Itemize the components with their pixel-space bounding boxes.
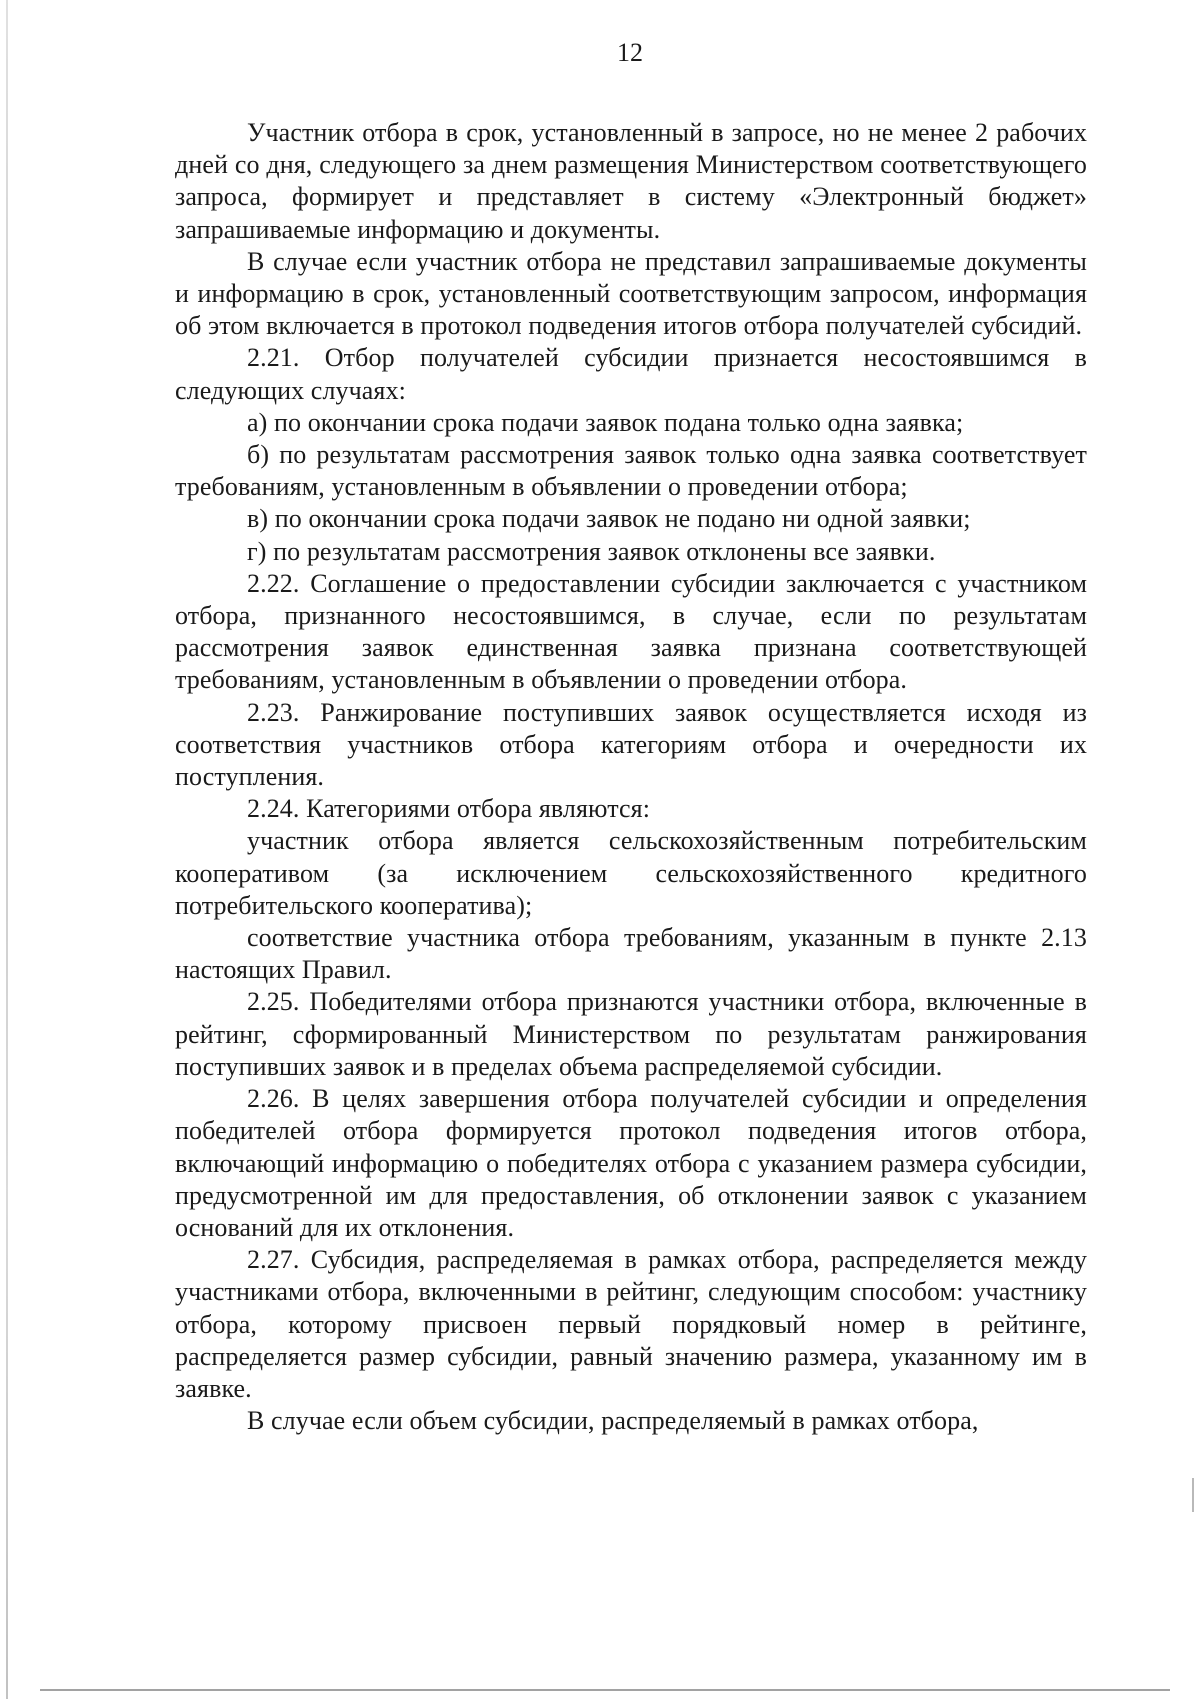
list-item-a: а) по окончании срока подачи заявок подана только одна заявка; bbox=[247, 407, 964, 437]
scan-edge-left bbox=[6, 0, 8, 1699]
page-number: 12 bbox=[617, 38, 643, 67]
paragraph-missing-documents: В случае если участник отбора не представил запрашиваемые документы и информацию в срок, установленный соответствующим запросом, информация об этом включается в протокол подведения итогов отбора получателей субсидий. bbox=[175, 246, 1087, 341]
category-requirements: соответствие участника отбора требованиям, указанным в пункте 2.13 настоящих Правил. bbox=[175, 923, 1087, 985]
paragraph-2-21: 2.21. Отбор получателей субсидии признается несостоявшимся в следующих случаях: bbox=[175, 343, 1087, 405]
paragraph-2-23: 2.23. Ранжирование поступивших заявок осуществляется исходя из соответствия участников отбора категориям отбора и очередности их поступления. bbox=[175, 697, 1087, 792]
paragraph-2-25: 2.25. Победителями отбора признаются участники отбора, включенные в рейтинг, сформированный Министерством по результатам ранжирования поступивших заявок и в пределах объема распределяемой субсидии. bbox=[175, 987, 1087, 1081]
document-body bbox=[175, 117, 1087, 1437]
scan-mark-right bbox=[1192, 1478, 1194, 1512]
list-item-g: г) по результатам рассмотрения заявок отклонены все заявки. bbox=[247, 536, 936, 566]
paragraph-2-27: 2.27. Субсидия, распределяемая в рамках отбора, распределяется между участниками отбора, включенными в рейтинг, следующим способом: участнику отбора, которому присвоен первый порядковый номер в рейтинге, распределяется размер субсидии, равный значению размера, указанному им в заявке. bbox=[175, 1245, 1087, 1403]
list-item-v: в) по окончании срока подачи заявок не подано ни одной заявки; bbox=[247, 504, 971, 534]
paragraph-participant-deadline: Участник отбора в срок, установленный в запросе, но не менее 2 рабочих дней со дня, следующего за днем размещения Министерством соответствующего запроса, формирует и представляет в систему «Электронный бюджет» запрашиваемые информацию и документы. bbox=[175, 118, 1087, 244]
paragraph-2-22: 2.22. Соглашение о предоставлении субсидии заключается с участником отбора, признанного несостоявшимся, в случае, если по результатам рассмотрения заявок единственная заявка признана соответствующей требованиям, установленным в объявлении о проведении отбора. bbox=[175, 568, 1087, 695]
paragraph-2-24: 2.24. Категориями отбора являются: bbox=[247, 794, 651, 824]
paragraph-subsidy-volume: В случае если объем субсидии, распределяемый в рамках отбора, bbox=[247, 1406, 979, 1436]
scan-edge-bottom bbox=[40, 1689, 1170, 1691]
list-item-b: б) по результатам рассмотрения заявок только одна заявка соответствует требованиям, установленным в объявлении о проведении отбора; bbox=[175, 440, 1087, 502]
category-cooperative: участник отбора является сельскохозяйственным потребительским кооперативом (за исключением сельскохозяйственного кредитного потребительского кооператива); bbox=[175, 826, 1087, 920]
paragraph-2-26: 2.26. В целях завершения отбора получателей субсидии и определения победителей отбора формируется протокол подведения итогов отбора, включающий информацию о победителях отбора с указанием размера субсидии, предусмотренной им для предоставления, об отклонении заявок с указанием оснований для их отклонения. bbox=[175, 1084, 1087, 1242]
